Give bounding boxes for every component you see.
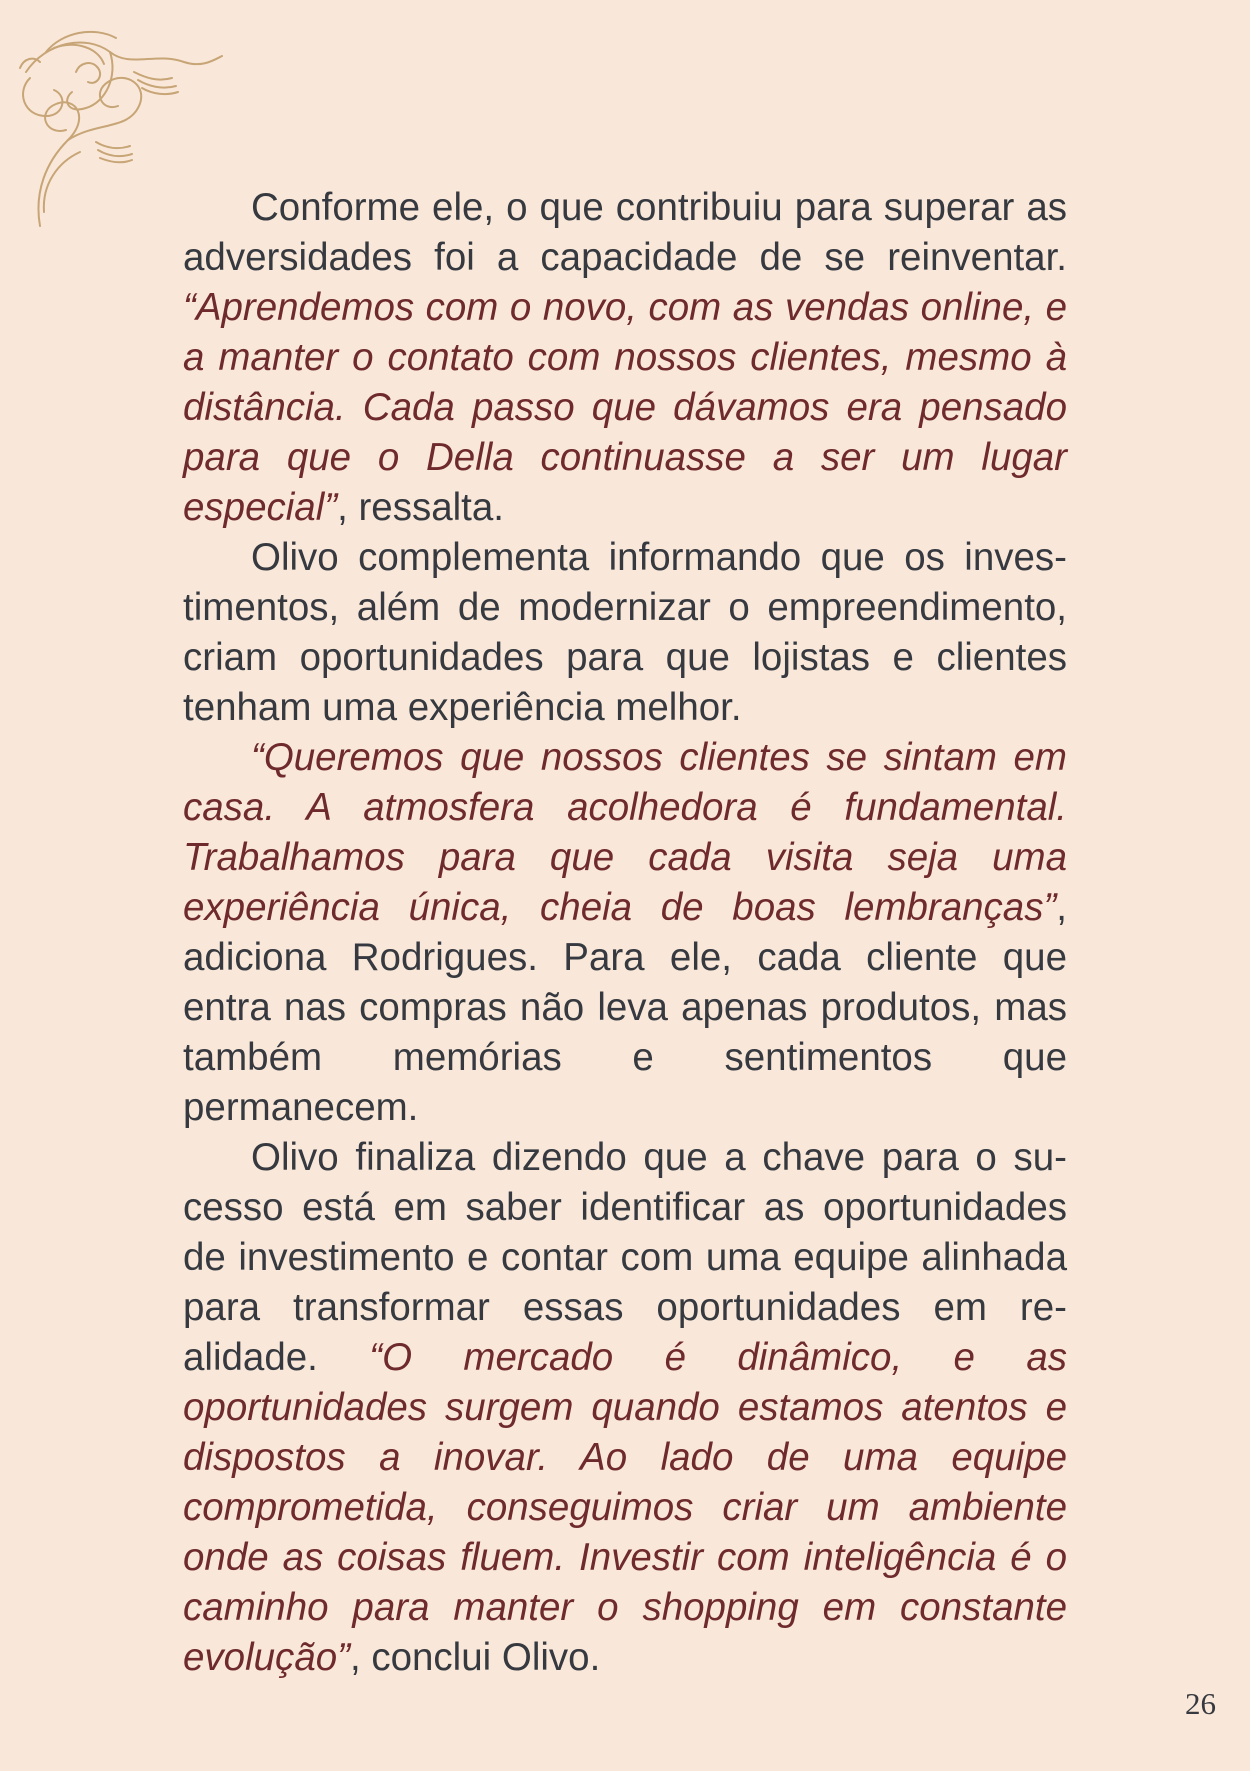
- paragraph-3-text: , adiciona Rodrigues. Para ele, cada cliente que entra nas compras não leva apenas produtos, mas também memórias e sentimentos que permanecem.: [183, 886, 1067, 1129]
- page-number: 26: [1185, 1686, 1216, 1721]
- quote-della: “Aprendemos com o novo, com as vendas online, e a manter o contato com nossos clientes, mesmo à distância. Cada passo que dávamos era pensado para que o Della continuasse a ser um lugar especial”: [183, 286, 1067, 529]
- paragraph-4: [183, 1133, 1067, 1683]
- paragraph-2-text: Olivo complementa informando que os investimentos, além de modernizar o empreendimento, criam oportunidades para que lojistas e clientes tenham uma experiência melhor.: [183, 536, 1067, 729]
- paragraph-2: [183, 533, 1067, 733]
- paragraph-4-attribution: , conclui Olivo.: [349, 1636, 601, 1679]
- article-body: [183, 183, 1067, 1683]
- quote-clientes: “Queremos que nossos clientes se sintam em casa. A atmosfera acolhedora é fundamental. Trabalhamos para que cada visita seja uma experiência única, cheia de boas lembranças”: [183, 736, 1067, 929]
- paragraph-4-text: Olivo finaliza dizendo que a chave para o sucesso está em saber identificar as oportunidades de investimento e contar com uma equipe alinhada para transformar essas oportunidades em realidade.: [183, 1136, 1067, 1379]
- paragraph-1: [183, 183, 1067, 533]
- quote-mercado: “O mercado é dinâmico, e as oportunidades surgem quando estamos atentos e dispostos a inovar. Ao lado de uma equipe comprometida, conseguimos criar um ambiente onde as coisas fluem. Investir com inteligência é o caminho para manter o shopping em constante evolução”: [183, 1336, 1067, 1679]
- paragraph-3: [183, 733, 1067, 1133]
- paragraph-1-text: Conforme ele, o que contribuiu para superar as adversidades foi a capacidade de se reinventar.: [183, 186, 1067, 279]
- paragraph-1-attribution: , ressalta.: [337, 486, 504, 529]
